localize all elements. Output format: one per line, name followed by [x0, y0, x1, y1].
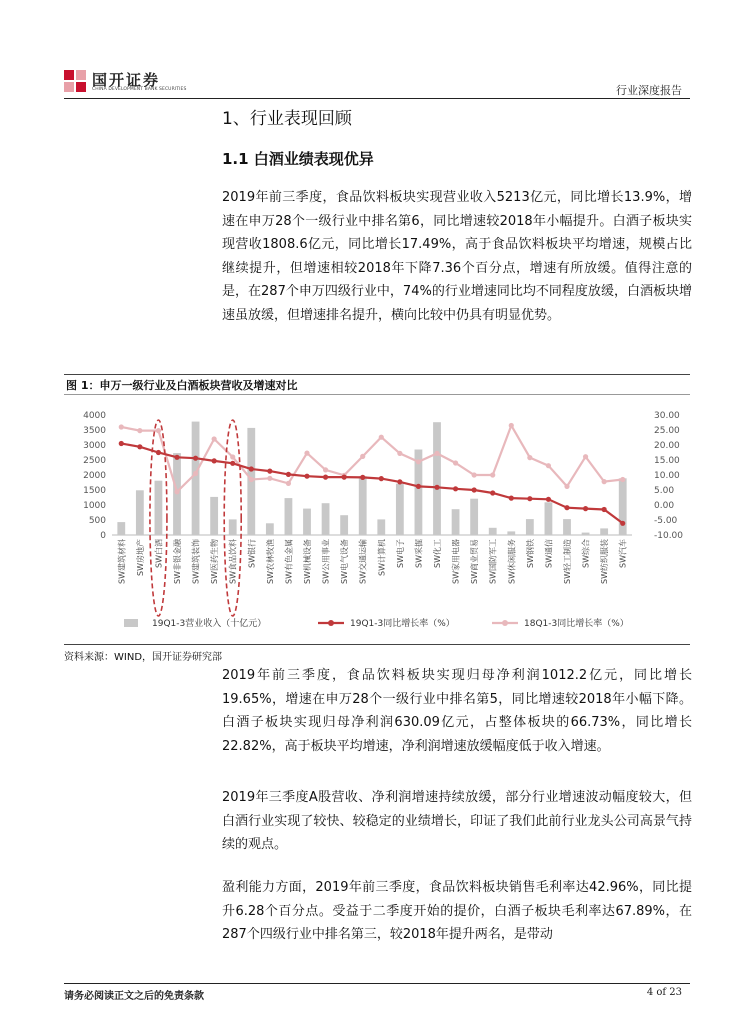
growth-19q1-3-point	[509, 496, 514, 501]
revenue-bar	[285, 498, 293, 535]
report-type: 行业深度报告	[616, 84, 682, 97]
category-label: SW计算机	[377, 539, 387, 576]
growth-19q1-3-point	[602, 507, 607, 512]
growth-19q1-3-point	[620, 521, 625, 526]
legend-label: 19Q1-3营业收入（十亿元）	[152, 619, 267, 629]
growth-19q1-3-point	[174, 455, 179, 460]
legend-marker	[328, 620, 334, 626]
category-label: SW采掘	[414, 539, 424, 568]
category-label: SW商业贸易	[470, 539, 480, 584]
revenue-bar	[210, 497, 218, 535]
left-tick-label: 1500	[83, 486, 106, 496]
revenue-bar	[470, 499, 478, 535]
left-tick-label: 500	[88, 516, 106, 526]
right-axis	[654, 411, 683, 541]
growth-19q1-3-point	[416, 484, 421, 489]
growth-19q1-3-point	[267, 469, 272, 474]
growth-18q1-3-point	[397, 451, 402, 456]
growth-18q1-3-point	[212, 436, 217, 441]
growth-18q1-3-point	[323, 467, 328, 472]
legend-marker	[502, 620, 508, 626]
left-tick-label: 3500	[83, 426, 106, 436]
right-tick-label: 15.00	[654, 456, 680, 466]
category-label: SW食品饮料	[228, 539, 238, 584]
growth-18q1-3-point	[360, 454, 365, 459]
left-axis	[83, 411, 106, 541]
brand-name: 国开证券	[92, 71, 161, 89]
left-tick-label: 4000	[83, 411, 106, 421]
growth-19q1-3-point	[156, 450, 161, 455]
category-label: SW机械设备	[303, 539, 312, 584]
growth-18q1-3-point	[174, 489, 179, 494]
growth-18q1-3-point	[379, 435, 384, 440]
growth-18q1-3-point	[564, 484, 569, 489]
category-label: SW轻工制造	[563, 539, 572, 584]
revenue-bar	[136, 490, 144, 535]
left-tick-label: 2000	[83, 471, 106, 481]
growth-19q1-3-point	[583, 506, 588, 511]
category-label: SW综合	[581, 539, 591, 568]
category-label: SW农林牧渔	[265, 539, 275, 584]
growth-19q1-3-point	[397, 479, 402, 484]
revenue-bar	[452, 509, 460, 535]
growth-18q1-3-point	[156, 428, 161, 433]
section-title: 1、行业表现回顾	[222, 109, 352, 129]
legend-swatch	[124, 619, 138, 627]
growth-19q1-3-point	[527, 496, 532, 501]
category-label: SW国防军工	[488, 539, 498, 584]
growth-19q1-3-point	[230, 461, 235, 466]
growth-19q1-3-point	[137, 444, 142, 449]
revenue-bar	[582, 533, 590, 535]
category-label: SW电气设备	[340, 539, 350, 584]
footer-disclaimer: 请务必阅读正文之后的免责条款	[64, 991, 204, 1002]
growth-19q1-3-point	[342, 475, 347, 480]
paragraph-margin: 盈利能力方面，2019年前三季度，食品饮料板块销售毛利率达42.96%，同比提升6.28个百分点。受益于二季度开始的提价，白酒子板块毛利率达67.89%，在287个四级行业中排名第三，较2018年提升两名，是带动	[222, 880, 692, 942]
growth-18q1-3-point	[119, 424, 124, 429]
revenue-bar	[526, 519, 534, 535]
left-tick-label: 3000	[83, 441, 106, 451]
revenue-bar	[489, 528, 497, 535]
left-tick-label: 1000	[83, 501, 106, 511]
growth-18q1-3-point	[249, 477, 254, 482]
category-label: SW家用电器	[451, 539, 461, 584]
category-label: SW纺织服装	[600, 539, 610, 584]
figure-top-rule	[64, 374, 690, 375]
growth-18q1-3-point	[230, 454, 235, 459]
growth-19q1-3-point	[249, 466, 254, 471]
growth-18q1-3-point	[434, 451, 439, 456]
revenue-bar	[359, 476, 367, 535]
growth-19q1-3-point	[546, 497, 551, 502]
growth-19q1-3-point	[360, 475, 365, 480]
revenue-bar	[322, 503, 330, 535]
growth-19q1-3-point	[379, 476, 384, 481]
figure-title-rule	[64, 394, 690, 395]
right-tick-label: 10.00	[654, 471, 680, 481]
figure-title: 图 1：申万一级行业及白酒板块营收及增速对比	[66, 379, 298, 392]
category-label: SW通信	[544, 539, 554, 568]
paragraph-net-profit: 2019年前三季度，食品饮料板块实现归母净利润1012.2亿元，同比增长19.65%，增速在申万28个一级行业中排名第5，同比增速较2018年小幅下降。白酒子板块实现归母净利润630.09亿元，占整体板块的66.73%，同比增长22.82%，高于板块平均增速，净利润增速放缓幅度低于收入增速。	[222, 668, 692, 754]
left-tick-label: 2500	[83, 456, 106, 466]
growth-19q1-3-point	[564, 505, 569, 510]
x-axis-labels	[116, 538, 627, 584]
category-label: SW非银金融	[173, 539, 182, 584]
revenue-bar	[303, 509, 311, 535]
highlight-ellipse	[224, 420, 241, 616]
growth-19q1-3-point	[323, 475, 328, 480]
category-label: SW白酒	[154, 539, 164, 568]
growth-19q1-3-point	[212, 458, 217, 463]
category-label: SW银行	[247, 539, 257, 568]
category-label: SW房地产	[135, 539, 145, 576]
left-tick-label: 0	[100, 531, 106, 541]
growth-18q1-3-point	[509, 423, 514, 428]
revenue-bar	[600, 528, 608, 535]
growth-18q1-3-point	[620, 477, 625, 482]
right-tick-label: -10.00	[654, 531, 684, 541]
category-label: SW电子	[395, 539, 405, 568]
revenue-bar	[340, 515, 348, 535]
growth-18q1-3-point	[453, 460, 458, 465]
growth-18q1-3-point	[304, 451, 309, 456]
category-label: SW钢铁	[525, 539, 535, 568]
category-label: SW建筑装饰	[191, 539, 201, 584]
category-label: SW建筑材料	[117, 539, 127, 584]
right-tick-label: 30.00	[654, 411, 680, 421]
revenue-bar	[396, 484, 404, 535]
revenue-bar	[433, 422, 441, 535]
right-tick-label: 0.00	[654, 501, 675, 511]
legend-label: 19Q1-3同比增长率（%）	[350, 619, 455, 629]
logo-mark-icon	[64, 70, 86, 92]
revenue-growth-chart	[64, 400, 690, 634]
category-label: SW公用事业	[321, 539, 331, 584]
category-label: SW交通运输	[358, 539, 368, 584]
revenue-bar	[619, 478, 627, 535]
growth-19q1-3-point	[472, 487, 477, 492]
growth-19q1-3-point	[434, 485, 439, 490]
category-label: SW汽车	[618, 539, 628, 568]
revenue-bar	[377, 519, 385, 535]
right-tick-label: 25.00	[654, 426, 680, 436]
category-label: SW化工	[433, 539, 442, 568]
growth-19q1-3-point	[304, 474, 309, 479]
growth-19q1-3-point	[286, 472, 291, 477]
growth-19q1-3-point	[490, 490, 495, 495]
growth-18q1-3-point	[416, 459, 421, 464]
chart-legend	[124, 617, 629, 629]
revenue-bar	[192, 422, 200, 535]
brand-logo	[64, 70, 187, 96]
growth-18q1-3-point	[286, 481, 291, 486]
revenue-bar	[229, 519, 237, 535]
figure-bottom-rule	[64, 644, 690, 645]
right-tick-label: -5.00	[654, 516, 678, 526]
right-tick-label: 20.00	[654, 441, 680, 451]
growth-18q1-3-point	[472, 472, 477, 477]
growth-18q1-3-point	[267, 476, 272, 481]
category-label: SW有色金属	[284, 539, 294, 584]
growth-18q1-3-point	[602, 479, 607, 484]
revenue-bar	[545, 502, 553, 535]
growth-18q1-3-point	[137, 428, 142, 433]
growth-19q1-3-point	[119, 441, 124, 446]
growth-18q1-3-point	[490, 472, 495, 477]
growth-19q1-3-point	[453, 486, 458, 491]
footer-divider	[64, 983, 690, 984]
paragraph-q3-view: 2019年三季度A股营收、净利润增速持续放缓，部分行业增速波动幅度较大，但白酒行业实现了较快、较稳定的业绩增长，印证了我们此前行业龙头公司高景气持续的观点。	[222, 790, 692, 852]
growth-18q1-3-point	[193, 471, 198, 476]
category-label: SW医药生物	[210, 539, 220, 584]
growth-19q1-3-point	[193, 456, 198, 461]
revenue-bar	[507, 531, 515, 535]
right-tick-label: 5.00	[654, 486, 675, 496]
brand-english-name: CHINA DEVELOPMENT BANK SECURITIES	[92, 87, 187, 92]
page-number: 4 of 23	[646, 987, 682, 998]
growth-18q1-3-point	[527, 455, 532, 460]
legend-label: 18Q1-3同比增长率（%）	[524, 619, 629, 629]
category-label: SW休闲服务	[507, 539, 517, 584]
revenue-bar	[266, 523, 274, 535]
growth-18q1-3-point	[546, 463, 551, 468]
header-divider	[64, 98, 690, 99]
subsection-title: 1.1 白酒业绩表现优异	[222, 150, 374, 168]
figure-source: 资料来源：WIND，国开证券研究部	[64, 652, 223, 663]
growth-18q1-3-point	[583, 454, 588, 459]
revenue-bar	[155, 481, 163, 535]
paragraph-revenue: 2019年前三季度，食品饮料板块实现营业收入5213亿元，同比增长13.9%，增速在申万28个一级行业中排名第6，同比增速较2018年小幅提升。白酒子板块实现营收1808.6亿元，同比增长17.49%，高于食品饮料板块平均增速，规模占比继续提升，但增速相较2018年下降7.36个百分点，增速有所放缓。值得注意的是，在287个申万四级行业中，74%的行业增速同比均不同程度放缓，白酒板块增速虽放缓，但增速排名提升，横向比较中仍具有明显优势。	[222, 190, 692, 323]
revenue-bar	[117, 522, 125, 535]
revenue-bar	[563, 519, 571, 535]
